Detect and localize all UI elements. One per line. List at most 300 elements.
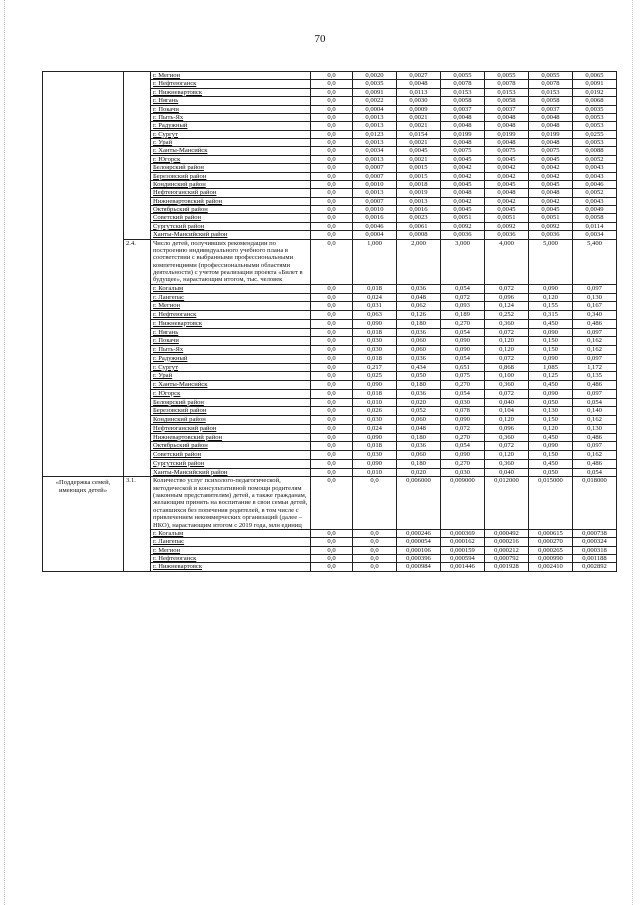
value-cell: 0,162 <box>573 337 617 346</box>
value-cell: 0,000792 <box>485 555 529 563</box>
value-cell: 0,090 <box>353 381 397 390</box>
value-cell: 0,024 <box>353 293 397 302</box>
value-cell: 0,0010 <box>353 206 397 214</box>
value-cell: 0,050 <box>529 398 573 407</box>
value-cell: 0,050 <box>529 468 573 477</box>
value-cell: 0,018 <box>353 284 397 293</box>
value-cell: 0,0055 <box>529 72 573 80</box>
value-cell: 0,0 <box>311 407 353 416</box>
value-cell: 0,090 <box>529 328 573 337</box>
value-cell: 0,090 <box>353 433 397 442</box>
territory-name: г. Лангепас <box>151 538 311 546</box>
value-cell: 0,0034 <box>573 231 617 239</box>
value-cell: 0,063 <box>353 311 397 320</box>
value-cell: 0,150 <box>529 451 573 460</box>
value-cell: 0,072 <box>485 328 529 337</box>
value-cell: 0,0042 <box>485 172 529 180</box>
territory-name: г. Пыть-Ях <box>151 346 311 355</box>
value-cell: 0,0035 <box>573 105 617 113</box>
value-cell: 0,270 <box>441 381 485 390</box>
value-cell: 0,252 <box>485 311 529 320</box>
value-cell: 0,0045 <box>441 155 485 163</box>
territory-name: Нефтеюганский район <box>151 424 311 433</box>
value-cell: 0,120 <box>485 337 529 346</box>
value-cell: 0,0123 <box>353 130 397 138</box>
value-cell: 0,270 <box>441 319 485 328</box>
value-cell: 0,0 <box>311 164 353 172</box>
value-cell: 0,0 <box>311 468 353 477</box>
value-cell: 0,120 <box>529 424 573 433</box>
value-cell: 0,0048 <box>485 139 529 147</box>
value-cell: 0,0065 <box>573 72 617 80</box>
value-cell: 0,0 <box>311 346 353 355</box>
value-cell: 0,000594 <box>441 555 485 563</box>
value-cell: 0,0 <box>311 477 353 530</box>
territory-name: Ханты-Мансийский район <box>151 231 311 239</box>
value-cell: 0,001446 <box>441 563 485 571</box>
value-cell: 0,0045 <box>441 180 485 188</box>
value-cell: 0,0049 <box>573 206 617 214</box>
value-cell: 0,486 <box>573 319 617 328</box>
value-cell: 0,0114 <box>573 222 617 230</box>
value-cell: 0,270 <box>441 433 485 442</box>
value-cell: 0,0045 <box>485 180 529 188</box>
value-cell: 0,000216 <box>485 538 529 546</box>
value-cell: 0,054 <box>573 468 617 477</box>
value-cell: 0,060 <box>397 337 441 346</box>
value-cell: 0,450 <box>529 459 573 468</box>
value-cell: 0,000270 <box>529 538 573 546</box>
value-cell: 0,093 <box>441 302 485 311</box>
value-cell: 0,030 <box>353 337 397 346</box>
value-cell: 0,0 <box>311 80 353 88</box>
value-cell: 0,120 <box>529 293 573 302</box>
value-cell: 0,124 <box>485 302 529 311</box>
value-cell: 0,072 <box>485 354 529 363</box>
program-cell <box>43 72 124 477</box>
value-cell: 0,0023 <box>397 214 441 222</box>
value-cell: 0,0088 <box>573 147 617 155</box>
value-cell: 0,0092 <box>529 222 573 230</box>
territory-name: Советский район <box>151 451 311 460</box>
value-cell: 0,0043 <box>573 164 617 172</box>
value-cell: 0,000369 <box>441 529 485 537</box>
value-cell: 0,140 <box>573 407 617 416</box>
value-cell: 0,0 <box>353 538 397 546</box>
value-cell: 0,075 <box>441 372 485 381</box>
value-cell: 0,0048 <box>529 189 573 197</box>
territory-name: Кондинский район <box>151 180 311 188</box>
value-cell: 0,000265 <box>529 546 573 554</box>
value-cell: 0,180 <box>397 381 441 390</box>
value-cell: 0,125 <box>529 372 573 381</box>
value-cell: 0,0048 <box>397 80 441 88</box>
value-cell: 0,090 <box>529 442 573 451</box>
value-cell: 0,0046 <box>573 180 617 188</box>
value-cell: 0,360 <box>485 459 529 468</box>
value-cell: 0,0 <box>311 139 353 147</box>
value-cell: 0,0154 <box>397 130 441 138</box>
value-cell: 0,020 <box>397 468 441 477</box>
value-cell: 0,036 <box>397 354 441 363</box>
territory-name: г. Сургут <box>151 130 311 138</box>
value-cell: 0,0 <box>353 555 397 563</box>
territory-name: г. Нягань <box>151 328 311 337</box>
value-cell: 0,0 <box>311 214 353 222</box>
value-cell: 0,0048 <box>485 113 529 121</box>
value-cell: 0,0075 <box>529 147 573 155</box>
territory-name: г. Нефтеюганск <box>151 80 311 88</box>
value-cell: 0,060 <box>397 451 441 460</box>
value-cell: 0,036 <box>397 284 441 293</box>
value-cell: 0,018 <box>353 354 397 363</box>
value-cell: 0,097 <box>573 442 617 451</box>
value-cell: 0,018 <box>353 442 397 451</box>
value-cell: 0,126 <box>397 311 441 320</box>
territory-name: г. Покачи <box>151 337 311 346</box>
value-cell: 0,015000 <box>529 477 573 530</box>
value-cell: 0,078 <box>441 407 485 416</box>
value-cell: 0,0045 <box>397 147 441 155</box>
value-cell: 0,0078 <box>485 80 529 88</box>
indicator-code: 2.4. <box>124 239 151 477</box>
value-cell: 0,0 <box>311 442 353 451</box>
value-cell: 0,0058 <box>485 97 529 105</box>
value-cell: 0,0048 <box>485 122 529 130</box>
value-cell: 0,0048 <box>441 139 485 147</box>
page-number: 70 <box>314 33 326 45</box>
value-cell: 0,0004 <box>353 105 397 113</box>
value-cell: 0,0 <box>311 555 353 563</box>
value-cell: 2,000 <box>397 239 441 284</box>
value-cell: 0,000984 <box>397 563 441 571</box>
scan-edge-left <box>4 0 6 905</box>
value-cell: 0,0037 <box>441 105 485 113</box>
value-cell: 5,000 <box>529 239 573 284</box>
value-cell: 0,104 <box>485 407 529 416</box>
value-cell: 0,0 <box>353 563 397 571</box>
value-cell: 0,155 <box>529 302 573 311</box>
value-cell: 0,0 <box>311 372 353 381</box>
value-cell: 0,018 <box>353 328 397 337</box>
value-cell: 0,651 <box>441 363 485 372</box>
value-cell: 0,0055 <box>485 72 529 80</box>
value-cell: 0,0045 <box>441 206 485 214</box>
value-cell: 0,0199 <box>441 130 485 138</box>
value-cell: 0,0042 <box>529 172 573 180</box>
value-cell: 0,000615 <box>529 529 573 537</box>
value-cell: 0,0048 <box>529 113 573 121</box>
value-cell: 0,0 <box>311 546 353 554</box>
value-cell: 0,072 <box>441 424 485 433</box>
value-cell: 0,030 <box>441 398 485 407</box>
value-cell: 1,085 <box>529 363 573 372</box>
value-cell: 0,0053 <box>573 122 617 130</box>
value-cell: 0,0045 <box>529 180 573 188</box>
value-cell: 0,0 <box>311 337 353 346</box>
territory-name: г. Югорск <box>151 155 311 163</box>
value-cell: 0,054 <box>441 442 485 451</box>
value-cell: 0,0092 <box>485 222 529 230</box>
scan-edge-right <box>632 0 634 905</box>
value-cell: 0,135 <box>573 372 617 381</box>
value-cell: 0,090 <box>441 346 485 355</box>
indicator-row <box>43 477 617 530</box>
value-cell: 0,0016 <box>353 214 397 222</box>
value-cell: 0,000162 <box>441 538 485 546</box>
territory-name: г. Мегион <box>151 72 311 80</box>
value-cell: 0,0042 <box>529 164 573 172</box>
value-cell: 0,0 <box>311 451 353 460</box>
territory-name: г. Лангепас <box>151 293 311 302</box>
value-cell: 0,001188 <box>573 555 617 563</box>
value-cell: 0,096 <box>485 424 529 433</box>
value-cell: 0,0055 <box>441 72 485 80</box>
territory-name: г. Покачи <box>151 105 311 113</box>
value-cell: 0,0 <box>311 529 353 537</box>
territory-name: г. Урай <box>151 372 311 381</box>
value-cell: 0,072 <box>485 389 529 398</box>
value-cell: 0,0058 <box>573 214 617 222</box>
territory-name: Кондинский район <box>151 416 311 425</box>
value-cell: 0,0052 <box>573 155 617 163</box>
indicator-row <box>43 239 617 284</box>
value-cell: 0,340 <box>573 311 617 320</box>
value-cell: 0,0091 <box>353 88 397 96</box>
indicator-table <box>42 71 616 572</box>
value-cell: 0,0 <box>311 433 353 442</box>
value-cell: 0,097 <box>573 354 617 363</box>
value-cell: 0,0036 <box>441 231 485 239</box>
value-cell: 0,217 <box>353 363 397 372</box>
value-cell: 0,0021 <box>397 139 441 147</box>
value-cell: 0,0 <box>311 222 353 230</box>
value-cell: 0,050 <box>397 372 441 381</box>
value-cell: 0,030 <box>353 416 397 425</box>
value-cell: 1,172 <box>573 363 617 372</box>
value-cell: 0,000212 <box>485 546 529 554</box>
territory-name: г. Урай <box>151 139 311 147</box>
value-cell: 0,000492 <box>485 529 529 537</box>
value-cell: 0,090 <box>441 337 485 346</box>
value-cell: 0,0007 <box>353 197 397 205</box>
value-cell: 0,0013 <box>397 197 441 205</box>
value-cell: 0,0199 <box>485 130 529 138</box>
value-cell: 0,0 <box>311 231 353 239</box>
value-cell: 0,0034 <box>353 147 397 155</box>
value-cell: 0,020 <box>397 398 441 407</box>
value-cell: 0,120 <box>485 451 529 460</box>
value-cell: 0,0035 <box>353 80 397 88</box>
value-cell: 0,0007 <box>353 172 397 180</box>
value-cell: 0,000324 <box>573 538 617 546</box>
value-cell: 0,0013 <box>353 122 397 130</box>
value-cell: 0,0036 <box>485 231 529 239</box>
value-cell: 0,0016 <box>397 206 441 214</box>
value-cell: 0,052 <box>397 407 441 416</box>
value-cell: 0,062 <box>397 302 441 311</box>
value-cell: 0,0 <box>353 529 397 537</box>
value-cell: 0,090 <box>529 389 573 398</box>
code-cell <box>124 72 151 240</box>
value-cell: 0,090 <box>529 284 573 293</box>
value-cell: 0,097 <box>573 389 617 398</box>
territory-name: г. Мегион <box>151 302 311 311</box>
value-cell: 0,000159 <box>441 546 485 554</box>
value-cell: 0,0153 <box>485 88 529 96</box>
value-cell: 0,150 <box>529 337 573 346</box>
value-cell: 0,0 <box>311 72 353 80</box>
territory-name: г. Нижневартовск <box>151 319 311 328</box>
territory-name: г. Нижневартовск <box>151 88 311 96</box>
value-cell: 0,0052 <box>573 189 617 197</box>
value-cell: 0,486 <box>573 381 617 390</box>
value-cell: 0,0092 <box>441 222 485 230</box>
value-cell: 0,024 <box>353 424 397 433</box>
value-cell: 0,0008 <box>397 231 441 239</box>
value-cell: 0,010 <box>353 468 397 477</box>
value-cell: 0,0 <box>311 172 353 180</box>
territory-name: г. Сургут <box>151 363 311 372</box>
value-cell: 0,0091 <box>573 80 617 88</box>
territory-name: Ханты-Мансийский район <box>151 468 311 477</box>
value-cell: 0,002410 <box>529 563 573 571</box>
value-cell: 0,000054 <box>397 538 441 546</box>
value-cell: 0,450 <box>529 433 573 442</box>
value-cell: 0,0153 <box>441 88 485 96</box>
value-cell: 0,0048 <box>441 122 485 130</box>
value-cell: 0,0048 <box>529 122 573 130</box>
value-cell: 0,054 <box>573 398 617 407</box>
value-cell: 0,0 <box>353 477 397 530</box>
value-cell: 0,0015 <box>397 172 441 180</box>
value-cell: 0,097 <box>573 284 617 293</box>
value-cell: 0,486 <box>573 433 617 442</box>
program-name: «Поддержка семей, имеющих детей» <box>43 477 124 572</box>
value-cell: 0,018 <box>353 389 397 398</box>
value-cell: 0,0009 <box>397 105 441 113</box>
value-cell: 0,030 <box>353 346 397 355</box>
value-cell: 0,030 <box>353 451 397 460</box>
territory-name: Березовский район <box>151 407 311 416</box>
value-cell: 0,0042 <box>485 197 529 205</box>
value-cell: 0,0048 <box>485 189 529 197</box>
value-cell: 0,0004 <box>353 231 397 239</box>
value-cell: 0,000990 <box>529 555 573 563</box>
value-cell: 0,0022 <box>353 97 397 105</box>
value-cell: 0,0013 <box>353 113 397 121</box>
territory-name: г. Нижневартовск <box>151 563 311 571</box>
value-cell: 0,025 <box>353 372 397 381</box>
value-cell: 0,0010 <box>353 180 397 188</box>
value-cell: 0,0042 <box>441 164 485 172</box>
value-cell: 0,0030 <box>397 97 441 105</box>
value-cell: 0,0199 <box>529 130 573 138</box>
value-cell: 0,167 <box>573 302 617 311</box>
value-cell: 0,450 <box>529 381 573 390</box>
value-cell: 0,0 <box>311 130 353 138</box>
value-cell: 0,0045 <box>529 155 573 163</box>
value-cell: 0,0068 <box>573 97 617 105</box>
value-cell: 0,031 <box>353 302 397 311</box>
territory-name: Сургутский район <box>151 459 311 468</box>
value-cell: 0,150 <box>529 346 573 355</box>
value-cell: 0,072 <box>485 284 529 293</box>
value-cell: 0,0 <box>311 189 353 197</box>
value-cell: 0,090 <box>529 354 573 363</box>
value-cell: 0,006000 <box>397 477 441 530</box>
value-cell: 0,0 <box>311 459 353 468</box>
value-cell: 0,0021 <box>397 113 441 121</box>
value-cell: 0,002892 <box>573 563 617 571</box>
value-cell: 0,360 <box>485 381 529 390</box>
value-cell: 0,180 <box>397 459 441 468</box>
value-cell: 0,000106 <box>397 546 441 554</box>
value-cell: 0,0021 <box>397 122 441 130</box>
value-cell: 0,180 <box>397 433 441 442</box>
value-cell: 0,0037 <box>485 105 529 113</box>
value-cell: 0,0 <box>311 538 353 546</box>
territory-name: г. Югорск <box>151 389 311 398</box>
indicator-text: Количество услуг психолого-педагогической, методической и консультативной помощи родителям (законным представителям) детей, а также гражданам, желающим принять на воспитание в свои семьи детей, оставшихся без попечения родителей, в том числе с привлечением некоммерческих организаций (далее – НКО), нарастающим итогом с 2019 года, млн единиц <box>151 477 311 530</box>
value-cell: 0,0 <box>311 416 353 425</box>
value-cell: 0,0042 <box>485 164 529 172</box>
value-cell: 0,0037 <box>529 105 573 113</box>
value-cell: 0,120 <box>485 416 529 425</box>
value-cell: 0,0048 <box>441 189 485 197</box>
value-cell: 0,0042 <box>529 197 573 205</box>
value-cell: 0,000318 <box>573 546 617 554</box>
value-cell: 0,360 <box>485 319 529 328</box>
territory-name: г. Нефтеюганск <box>151 555 311 563</box>
value-cell: 0,0 <box>311 147 353 155</box>
value-cell: 4,000 <box>485 239 529 284</box>
value-cell: 0,0048 <box>529 139 573 147</box>
indicator-text: Число детей, получивших рекомендации по построению индивидуального учебного плана в соответствии с выбранными профессиональными компетенциями (профессиональными областями деятельности) с учетом реализации проекта «Билет в будущее», нарастающим итогом, тыс. человек <box>151 239 311 284</box>
territory-name: г. Когалым <box>151 284 311 293</box>
value-cell: 0,010 <box>353 398 397 407</box>
value-cell: 0,0021 <box>397 155 441 163</box>
territory-name: г. Ханты-Мансийск <box>151 381 311 390</box>
value-cell: 0,096 <box>485 293 529 302</box>
territory-name: Березовский район <box>151 172 311 180</box>
value-cell: 0,048 <box>397 293 441 302</box>
value-cell: 0,0018 <box>397 180 441 188</box>
value-cell: 0,040 <box>485 468 529 477</box>
value-cell: 0,0 <box>311 302 353 311</box>
territory-name: Нижневартовский район <box>151 433 311 442</box>
value-cell: 0,0153 <box>529 88 573 96</box>
value-cell: 0,0 <box>311 197 353 205</box>
value-cell: 0,0 <box>311 363 353 372</box>
value-cell: 0,090 <box>353 319 397 328</box>
value-cell: 0,0 <box>311 155 353 163</box>
value-cell: 0,009000 <box>441 477 485 530</box>
value-cell: 0,054 <box>441 389 485 398</box>
territory-name: Сургутский район <box>151 222 311 230</box>
value-cell: 0,000738 <box>573 529 617 537</box>
value-cell: 0,090 <box>441 451 485 460</box>
value-cell: 0,162 <box>573 416 617 425</box>
value-cell: 0,0 <box>311 328 353 337</box>
territory-name: Советский район <box>151 214 311 222</box>
value-cell: 0,000396 <box>397 555 441 563</box>
value-cell: 0,0042 <box>441 172 485 180</box>
table-row <box>43 72 617 80</box>
value-cell: 0,0051 <box>485 214 529 222</box>
value-cell: 0,162 <box>573 451 617 460</box>
value-cell: 0,0 <box>311 398 353 407</box>
